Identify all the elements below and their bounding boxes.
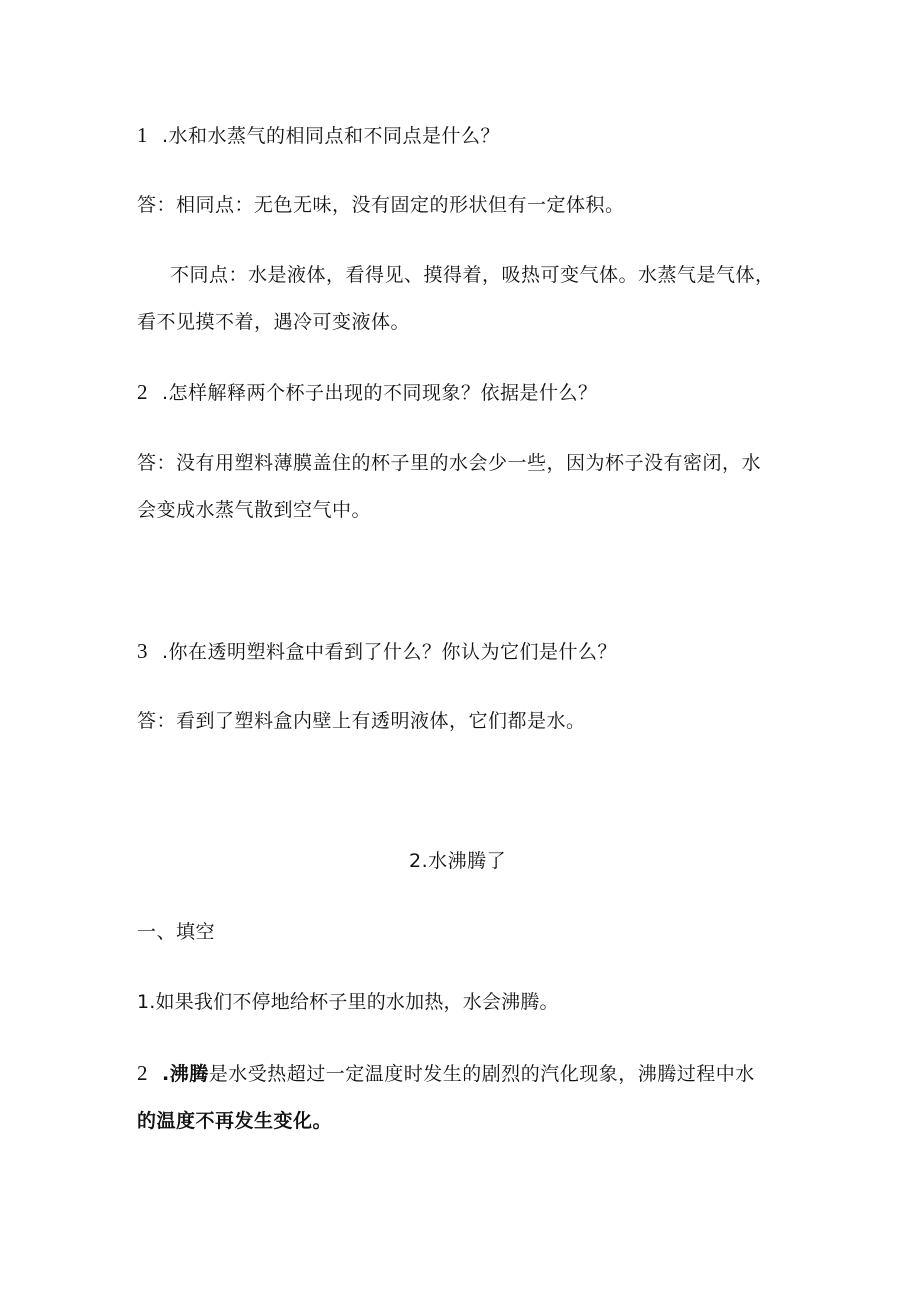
answer-2-line-2: 会变成水蒸气散到空气中。	[137, 499, 372, 521]
section-heading: 一、填空	[137, 921, 216, 943]
question-number: 1	[137, 123, 148, 147]
item-number: 2	[137, 1061, 148, 1085]
item-prefix: .	[162, 1063, 170, 1085]
answer-1-line-3: 看不见摸不着，遇冷可变液体。	[137, 311, 411, 333]
item-text: 是水受热超过一定温度时发生的剧烈的汽化现象，沸腾过程中水	[208, 1063, 755, 1085]
fill-answer-term: 沸腾	[169, 1063, 209, 1085]
answer-1-line-1: 答：相同点：无色无味，没有固定的形状但有一定体积。	[137, 194, 625, 216]
answer-2-line-1: 答：没有用塑料薄膜盖住的杯子里的水会少一些，因为杯子没有密闭，水	[137, 452, 762, 474]
fill-item-2-line-1	[137, 1061, 755, 1086]
question-text: .你在透明塑料盒中看到了什么？你认为它们是什么？	[162, 641, 618, 663]
answer-1-line-2: 不同点：水是液体，看得见、摸得着，吸热可变气体。水蒸气是气体，	[170, 264, 775, 286]
question-1	[137, 123, 500, 148]
question-number: 2	[137, 380, 148, 404]
question-2	[137, 380, 598, 405]
answer-3-line-1: 答：看到了塑料盒内壁上有透明液体，它们都是水。	[137, 710, 586, 732]
question-number: 3	[137, 639, 148, 663]
question-3	[137, 639, 617, 664]
fill-item-2-line-2: 的温度不再发生变化。	[137, 1110, 333, 1132]
question-text: .水和水蒸气的相同点和不同点是什么？	[162, 125, 501, 147]
fill-item-1: 1.如果我们不停地给杯子里的水加热，水会沸腾。	[137, 991, 559, 1013]
question-text: .怎样解释两个杯子出现的不同现象？依据是什么？	[162, 382, 598, 404]
section-title: 2.水沸腾了	[409, 850, 507, 872]
